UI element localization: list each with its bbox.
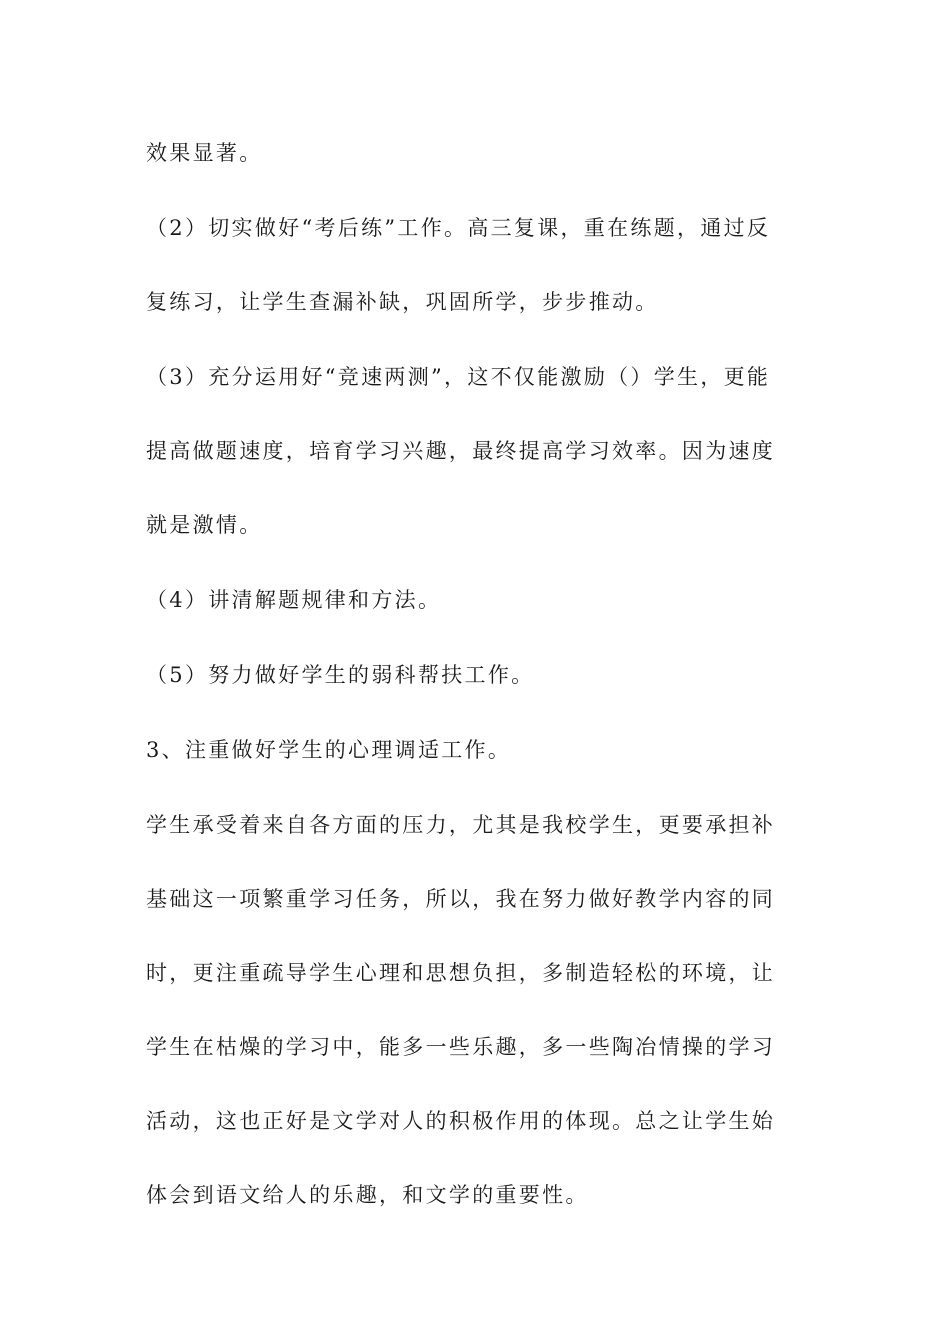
text-line: 基础这一项繁重学习任务，所以，我在努力做好教学内容的同	[146, 887, 776, 911]
text-line: （3）充分运用好“竞速两测”，这不仅能激励（）学生，更能	[146, 365, 771, 389]
paragraph-result	[146, 128, 806, 178]
paragraph-psychology	[146, 800, 806, 1220]
text-line: （2）切实做好“考后练”工作。高三复课，重在练题，通过反	[146, 216, 771, 240]
paragraph-item-2	[146, 203, 806, 327]
text-line: 效果显著。	[146, 141, 263, 165]
text-line: 提高做题速度，培育学习兴趣，最终提高学习效率。因为速度	[146, 439, 776, 463]
paragraph-item-4	[146, 575, 806, 625]
text-line: 3、注重做好学生的心理调适工作。	[146, 738, 512, 762]
text-line: 就是激情。	[146, 513, 263, 537]
paragraph-item-5	[146, 650, 806, 700]
paragraph-item-3	[146, 352, 806, 550]
text-line: 体会到语文给人的乐趣，和文学的重要性。	[146, 1183, 589, 1207]
text-line: （5）努力做好学生的弱科帮扶工作。	[146, 663, 535, 687]
text-line: （4）讲清解题规律和方法。	[146, 588, 442, 612]
document-body	[146, 128, 806, 1245]
text-line: 复练习，让学生查漏补缺，巩固所学，步步推动。	[146, 290, 659, 314]
text-line: 学生承受着来自各方面的压力，尤其是我校学生，更要承担补	[146, 813, 776, 837]
text-line: 活动，这也正好是文学对人的积极作用的体现。总之让学生始	[146, 1109, 776, 1133]
text-line: 时，更注重疏导学生心理和思想负担，多制造轻松的环境，让	[146, 961, 776, 985]
text-line: 学生在枯燥的学习中，能多一些乐趣，多一些陶冶情操的学习	[146, 1035, 776, 1059]
section-heading-3	[146, 725, 806, 775]
